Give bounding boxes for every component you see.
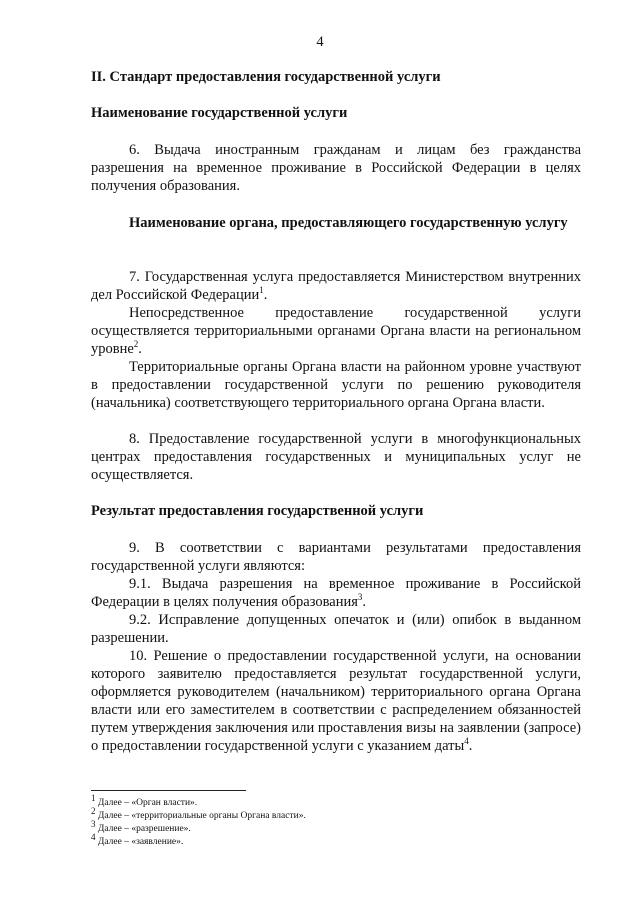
paragraph-7-period: .: [263, 287, 268, 303]
heading-authority-name: Наименование органа, предоставляющего государственную услугу: [129, 215, 568, 231]
paragraph-9-2: 9.2. Исправление допущенных опечаток и (или) опибок в выданном разрешении.: [91, 612, 581, 646]
footnote-3-text: Далее – «разрешение».: [97, 824, 191, 834]
footnote-3-num: 3: [91, 818, 96, 829]
footnote-3: [91, 818, 581, 835]
footnote-divider: [91, 790, 246, 791]
paragraph-8: 8. Предоставление государственной услуги в многофункциональных центрах предоставления государственных и муниципальных услуг не осуществляется.: [91, 431, 581, 483]
section-title: II. Стандарт предоставления государственной услуги: [91, 69, 441, 85]
paragraph-10: [91, 647, 581, 755]
paragraph-7-direct: [91, 304, 581, 358]
heading-result: Результат предоставления государственной услуги: [91, 503, 424, 519]
footnote-ref-3: 3: [357, 592, 363, 603]
footnote-2: [91, 805, 581, 822]
footnote-4-text: Далее – «заявление».: [97, 837, 184, 847]
paragraph-10-period: .: [468, 738, 473, 754]
paragraph-9-1-period: .: [362, 594, 367, 610]
paragraph-9-1-text: 9.1. Выдача разрешения на временное проживание в Российской Федерации в целях получения образования: [91, 576, 581, 610]
footnote-2-text: Далее – «территориальные органы Органа власти».: [97, 811, 306, 821]
paragraph-7: [91, 268, 581, 304]
paragraph-7-text: 7. Государственная услуга предоставляется Министерством внутренних дел Российской Федерации: [91, 269, 581, 303]
heading-service-name: Наименование государственной услуги: [91, 105, 348, 121]
footnote-1-num: 1: [91, 792, 96, 803]
footnote-ref-1: 1: [259, 285, 264, 296]
footnote-2-num: 2: [91, 805, 96, 816]
paragraph-6: 6. Выдача иностранным гражданам и лицам без гражданства разрешения на временное проживание в Российской Федерации в целях получения образования.: [91, 142, 581, 194]
footnote-1-text: Далее – «Орган власти».: [97, 798, 198, 808]
paragraph-9-1: [91, 575, 581, 611]
page-number: 4: [316, 34, 324, 50]
footnote-1: [91, 792, 581, 809]
paragraph-10-text: 10. Решение о предоставлении государственной услуги, на основании которого заявителю предоставляется результат государственной услуги, оформляется руководителем (начальником) территориального органа Органа власти или его заместителем в соответствии с распределением обязанностей путем утверждения заключения или проставления визы на заявлении (запросе) о предоставлении государственной услуги с указанием даты: [91, 648, 581, 754]
paragraph-7-district: Территориальные органы Органа власти на районном уровне участвуют в предоставлении государственной услуги по решению руководителя (начальника) соответствующего территориального органа Органа власти.: [91, 359, 581, 411]
paragraph-9: 9. В соответствии с вариантами результатами предоставления государственной услуги являются:: [91, 540, 581, 574]
footnote-ref-4: 4: [464, 736, 469, 747]
paragraph-7-direct-period: .: [138, 341, 142, 357]
footnote-4: [91, 831, 581, 848]
footnote-4-num: 4: [91, 831, 96, 842]
paragraph-7-direct-text: Непосредственное предоставление государственной услуги осуществляется территориальными органами Органа власти на региональном уровне: [91, 305, 581, 357]
footnote-ref-2: 2: [133, 339, 139, 350]
